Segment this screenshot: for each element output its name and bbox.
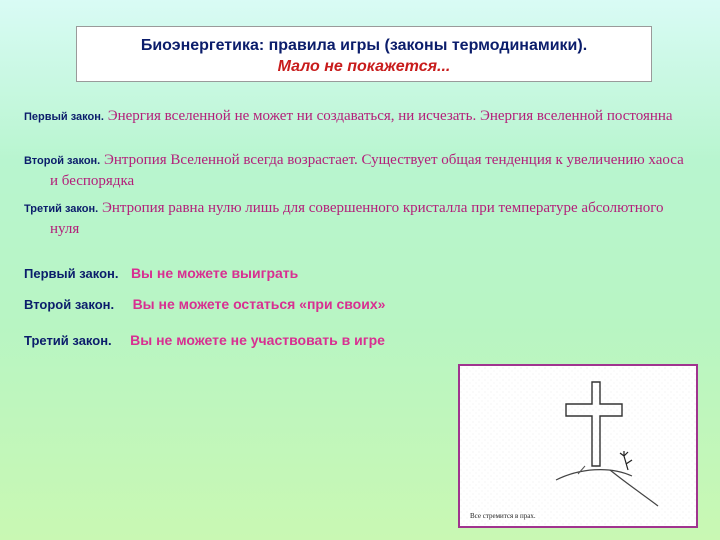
- slide-title: Биоэнергетика: правила игры (законы термодинамики).: [140, 37, 588, 54]
- short-law-2-text: Вы не можете остаться «при своих»: [132, 296, 386, 312]
- short-law-2-label: Второй закон.: [24, 297, 115, 312]
- title-box: [76, 26, 652, 82]
- picture-caption: Все стремится в прах.: [470, 512, 536, 520]
- short-law-1-label: Первый закон.: [24, 266, 119, 281]
- law-2-text: Энтропия Вселенной всегда возрастает. Существует общая тенденция к увеличению хаоса и беспорядка: [50, 152, 684, 189]
- law-3: [24, 198, 690, 239]
- law-2-label: Второй закон.: [24, 155, 101, 167]
- short-law-3-text: Вы не можете не участвовать в игре: [130, 332, 385, 348]
- short-law-3: [24, 332, 385, 350]
- law-1-text: Энергия вселенной не может ни создаваться, ни исчезать. Энергия вселенной постоянна: [103, 108, 673, 124]
- law-3-text: Энтропия равна нулю лишь для совершенного кристалла при температуре абсолютного нуля: [50, 200, 664, 237]
- cross-illustration: [460, 366, 696, 526]
- short-law-3-label: Третий закон.: [24, 333, 112, 348]
- short-law-1: [24, 265, 298, 283]
- grave-cross-picture: [458, 364, 698, 528]
- slide-subtitle: Мало не покажется...: [277, 58, 451, 75]
- law-1: [24, 106, 690, 127]
- short-law-2: [24, 296, 385, 314]
- law-2: [24, 150, 690, 191]
- short-law-1-text: Вы не можете выиграть: [130, 265, 299, 281]
- law-3-label: Третий закон.: [24, 203, 99, 215]
- law-1-label: Первый закон.: [24, 111, 104, 123]
